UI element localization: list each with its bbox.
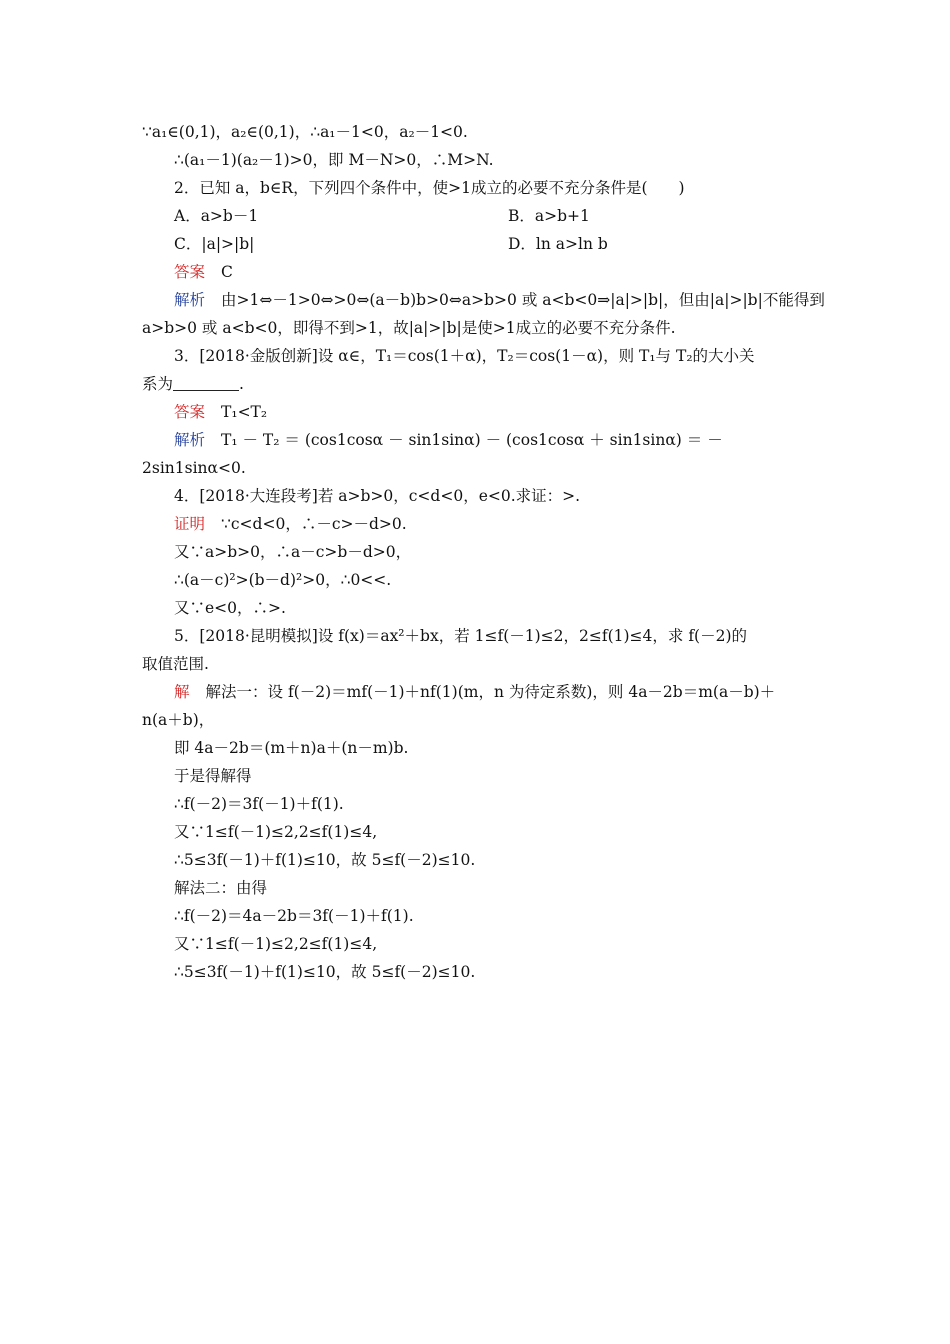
text-line: ∴f(－2)＝3f(－1)＋f(1). bbox=[174, 795, 344, 813]
answer-tag: 答案 bbox=[174, 403, 206, 421]
text-line: 又∵1≤f(－1)≤2,2≤f(1)≤4, bbox=[174, 935, 378, 953]
text-line: n(a＋b)， bbox=[142, 711, 215, 729]
answer-line: 答案 C bbox=[174, 263, 233, 281]
options-row bbox=[174, 233, 874, 255]
text-line: 即 4a－2b＝(m＋n)a＋(n－m)b. bbox=[174, 739, 409, 757]
analysis-line: 解析 T₁ － T₂ ＝ (cos1cosα － sin1sinα) － (cos1cosα ＋ sin1sinα) ＝ － bbox=[174, 431, 723, 449]
analysis-tag: 解析 bbox=[174, 431, 206, 449]
text-line: 解法二：由得 bbox=[174, 879, 268, 897]
solution-tag: 解 bbox=[174, 683, 190, 701]
question-4: 4．[2018·大连段考]若 a>b>0，c<d<0，e<0.求证：>. bbox=[174, 487, 581, 505]
text-line: ∴(a－c)²>(b－d)²>0，∴0<<. bbox=[174, 571, 392, 589]
solution-line: 解 解法一：设 f(－2)＝mf(－1)＋nf(1)(m，n 为待定系数)，则 4a－2b＝m(a－b)＋ bbox=[174, 683, 776, 701]
text-line: ∴(a₁－1)(a₂－1)>0，即 M－N>0，∴M>N. bbox=[174, 151, 494, 169]
text-line: a>b>0 或 a<b<0，即得不到>1，故|a|>|b|是使>1成立的必要不充分条件. bbox=[142, 319, 676, 337]
option-b: B．a>b+1 bbox=[508, 207, 590, 225]
text-line: ∵a₁∈(0,1)，a₂∈(0,1)，∴a₁－1<0，a₂－1<0. bbox=[142, 123, 468, 141]
text-line: ∴f(－2)＝4a－2b＝3f(－1)＋f(1). bbox=[174, 907, 414, 925]
answer-blank bbox=[173, 376, 239, 391]
question-3: 3．[2018·金版创新]设 α∈，T₁＝cos(1＋α)，T₂＝cos(1－α)，则 T₁与 T₂的大小关 bbox=[174, 347, 755, 365]
text-line: 于是得解得 bbox=[174, 767, 252, 785]
text-line: 又∵a>b>0，∴a－c>b－d>0， bbox=[174, 543, 412, 561]
text-line: 又∵e<0，∴>. bbox=[174, 599, 286, 617]
text-line: 取值范围. bbox=[142, 655, 209, 673]
option-c: C．|a|>|b| bbox=[174, 235, 255, 253]
analysis-tag: 解析 bbox=[174, 291, 206, 309]
question-2: 2．已知 a，b∈R，下列四个条件中，使>1成立的必要不充分条件是( ) bbox=[174, 179, 685, 197]
option-d: D．ln a>ln b bbox=[508, 235, 608, 253]
answer-tag: 答案 bbox=[174, 263, 206, 281]
text-line: ∴5≤3f(－1)＋f(1)≤10，故 5≤f(－2)≤10. bbox=[174, 963, 476, 981]
question-5: 5．[2018·昆明模拟]设 f(x)＝ax²＋bx，若 1≤f(－1)≤2，2≤f(1)≤4，求 f(－2)的 bbox=[174, 627, 748, 645]
proof-tag: 证明 bbox=[174, 515, 206, 533]
analysis-line: 解析 由>1⇔－1>0⇔>0⇔(a－b)b>0⇔a>b>0 或 a<b<0⇒|a|>|b|，但由|a|>|b|不能得到 bbox=[174, 291, 825, 309]
proof-line: 证明 ∵c<d<0，∴－c>－d>0. bbox=[174, 515, 407, 533]
text-line: 2sin1sinα<0. bbox=[142, 459, 246, 477]
option-a: A．a>b－1 bbox=[174, 207, 259, 225]
text-line: 系为 . bbox=[142, 375, 244, 393]
text-line: ∴5≤3f(－1)＋f(1)≤10，故 5≤f(－2)≤10. bbox=[174, 851, 476, 869]
answer-line: 答案 T₁<T₂ bbox=[174, 403, 268, 421]
options-row bbox=[174, 205, 874, 227]
text-line: 又∵1≤f(－1)≤2,2≤f(1)≤4, bbox=[174, 823, 378, 841]
